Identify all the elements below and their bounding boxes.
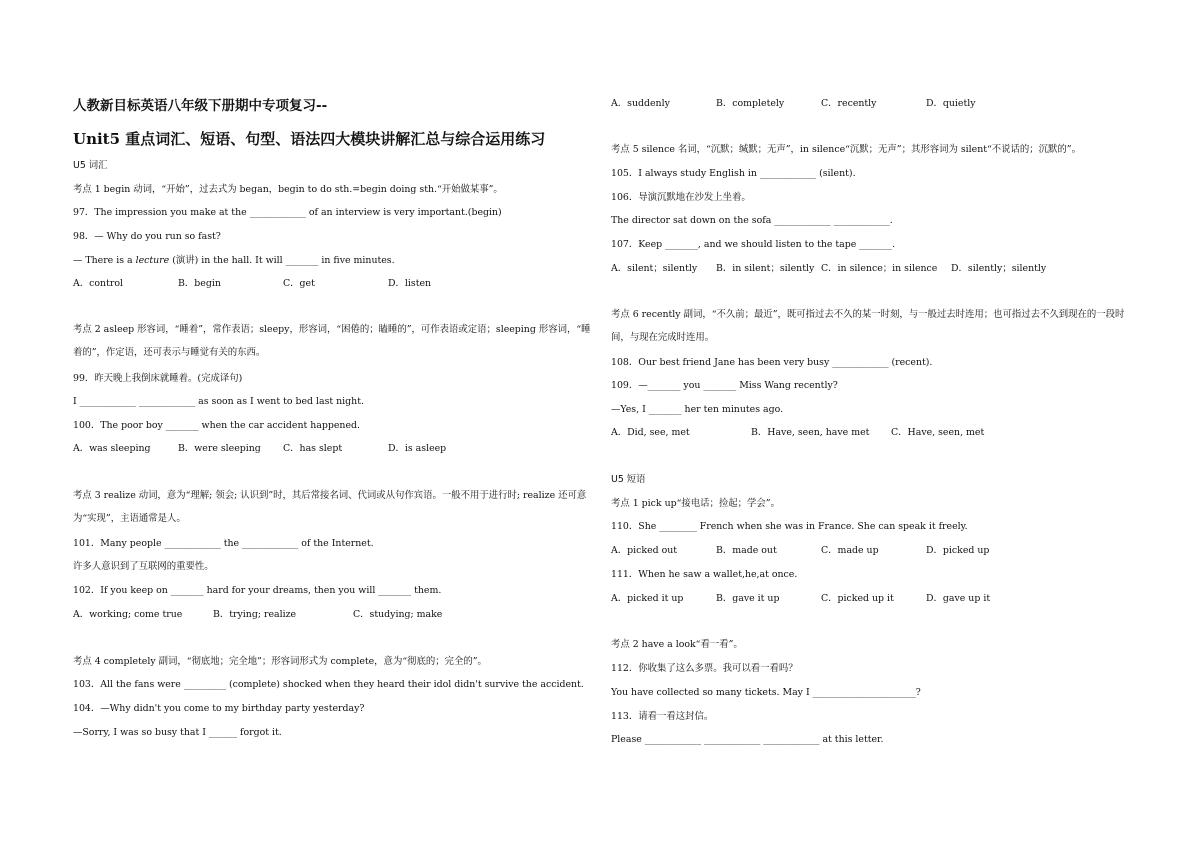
option-c: C．has slept: [283, 443, 343, 454]
option-a: A．Did, see, met: [611, 427, 690, 438]
question-98-pre: — There is a: [73, 255, 136, 266]
option-c: C．in silence；in silence: [821, 263, 938, 274]
option-d: D．gave up it: [926, 593, 991, 604]
document-title-line2: Unit5 重点词汇、短语、句型、语法四大模块讲解汇总与综合运用练习: [73, 130, 546, 148]
question-100: 100．The poor boy _______ when the car accident happened.: [73, 420, 360, 431]
option-b: B．in silent；silently: [716, 263, 815, 274]
point-6-recently: 考点 6 recently 副词，“不久前；最近”，既可指过去不久的某一时刻，与一般过去时连用；也可指过去不久到现在的一段时间，与现在完成时连用。: [611, 309, 1125, 343]
option-b: B．gave it up: [716, 593, 780, 604]
option-a: A．was sleeping: [73, 443, 151, 454]
option-a: A．suddenly: [611, 98, 670, 109]
question-104-line2: —Sorry, I was so busy that I ______ forgot it.: [73, 727, 282, 738]
question-97: 97．The impression you make at the ____________ of an interview is very important.(begin): [73, 207, 502, 218]
option-c: C．Have, seen, met: [891, 427, 985, 438]
option-a: A．picked out: [611, 545, 678, 556]
question-99-line1: 99．昨天晚上我倒床就睡着。(完成译句): [73, 373, 243, 384]
question-98-post: (演讲) in the hall. It will _______ in five minutes.: [169, 255, 395, 266]
document-title-line1: 人教新目标英语八年级下册期中专项复习--: [73, 98, 328, 114]
section-heading-phrases: U5 短语: [611, 474, 646, 485]
question-105: 105．I always study English in ____________ (silent).: [611, 168, 856, 179]
option-a: A．control: [73, 278, 123, 289]
point-8-have-a-look: 考点 2 have a look“看一看”。: [611, 639, 743, 650]
question-100-options: [73, 443, 446, 454]
question-110-options: [611, 545, 989, 556]
question-101-line2: 许多人意识到了互联网的重要性。: [73, 561, 214, 572]
option-b: B．were sleeping: [178, 443, 261, 454]
option-b: B．begin: [178, 278, 221, 289]
option-c: C．recently: [821, 98, 877, 109]
question-112-line1: 112．你收集了这么多票。我可以看一看吗？: [611, 663, 798, 674]
option-d: D．is asleep: [388, 443, 447, 454]
point-2-asleep: 考点 2 asleep 形容词，“睡着”，常作表语；sleepy，形容词，“困倦的；瞌睡的”，可作表语或定语；sleeping 形容词，“睡着的”，作定语，还可表示与睡觉有关的东西。: [73, 324, 591, 358]
point-1-begin: 考点 1 begin 动词，“开始”，过去式为 began，begin to do sth.=begin doing sth.“开始做某事”。: [73, 184, 503, 195]
point-4-completely: 考点 4 completely 副词，“彻底地；完全地”；形容词形式为 complete，意为“彻底的；完全的”。: [73, 656, 487, 667]
question-113-line2: Please ____________ ____________ ____________ at this letter.: [611, 734, 884, 745]
question-112-line2: You have collected so many tickets. May I ______________________?: [611, 687, 921, 698]
question-101-line1: 101．Many people ____________ the ____________ of the Internet.: [73, 538, 374, 549]
point-7-pick-up: 考点 1 pick up“接电话；捡起；学会”。: [611, 498, 780, 509]
question-111-options: [611, 593, 990, 604]
option-b: B．trying; realize: [213, 609, 297, 620]
question-109-line2: —Yes, I _______ her ten minutes ago.: [611, 404, 784, 415]
option-a: A．silent；silently: [611, 263, 698, 274]
point-3-realize: 考点 3 realize 动词，意为“理解; 领会; 认识到”时，其后常接名词、代词或从句作宾语。一般不用于进行时; realize 还可意为“实现”，主语通常是人。: [73, 490, 587, 524]
question-98-italic-word: lecture: [135, 255, 170, 266]
question-98-line2: [73, 255, 395, 266]
question-108: 108．Our best friend Jane has been very busy ____________ (recent).: [611, 357, 933, 368]
option-b: B．completely: [716, 98, 785, 109]
question-103: 103．All the fans were _________ (complete) shocked when they heard their idol didn't survive the accident.: [73, 679, 584, 690]
option-d: D．listen: [388, 278, 432, 289]
option-c: C．picked up it: [821, 593, 894, 604]
question-113-line1: 113．请看一看这封信。: [611, 711, 714, 722]
option-b: B．made out: [716, 545, 777, 556]
option-b: B．Have, seen, have met: [751, 427, 870, 438]
option-c: C．get: [283, 278, 315, 289]
question-111: 111．When he saw a wallet,he,at once.: [611, 569, 798, 580]
option-a: A．working; come true: [73, 609, 183, 620]
question-106-line2: The director sat down on the sofa ____________ ____________.: [611, 215, 893, 226]
question-102-options: [73, 609, 442, 620]
question-107-options: [611, 263, 1046, 274]
question-104-options: [611, 98, 976, 109]
question-98-options: [73, 278, 431, 289]
question-109-options: [611, 427, 984, 438]
option-c: C．made up: [821, 545, 879, 556]
section-heading-vocabulary: U5 词汇: [73, 160, 108, 171]
option-d: D．quietly: [926, 98, 976, 109]
question-107: 107．Keep _______, and we should listen to the tape _______.: [611, 239, 896, 250]
question-99-line2: I ____________ ____________ as soon as I went to bed last night.: [73, 396, 364, 407]
option-c: C．studying; make: [353, 609, 443, 620]
option-d: D．silently；silently: [951, 263, 1047, 274]
question-106-line1: 106．导演沉默地在沙发上坐着。: [611, 192, 751, 203]
question-104-line1: 104．—Why didn't you come to my birthday party yesterday?: [73, 703, 365, 714]
question-98-line1: 98．— Why do you run so fast?: [73, 231, 221, 242]
option-a: A．picked it up: [611, 593, 684, 604]
question-102: 102．If you keep on _______ hard for your dreams, then you will _______ them.: [73, 585, 442, 596]
question-110: 110．She ________ French when she was in France. She can speak it freely.: [611, 521, 968, 532]
point-5-silence: 考点 5 silence 名词，“沉默；缄默；无声”，in silence“沉默；无声”；其形容词为 silent“不说话的；沉默的”。: [611, 144, 1081, 155]
question-109-line1: 109．—_______ you _______ Miss Wang recently?: [611, 380, 838, 391]
option-d: D．picked up: [926, 545, 990, 556]
